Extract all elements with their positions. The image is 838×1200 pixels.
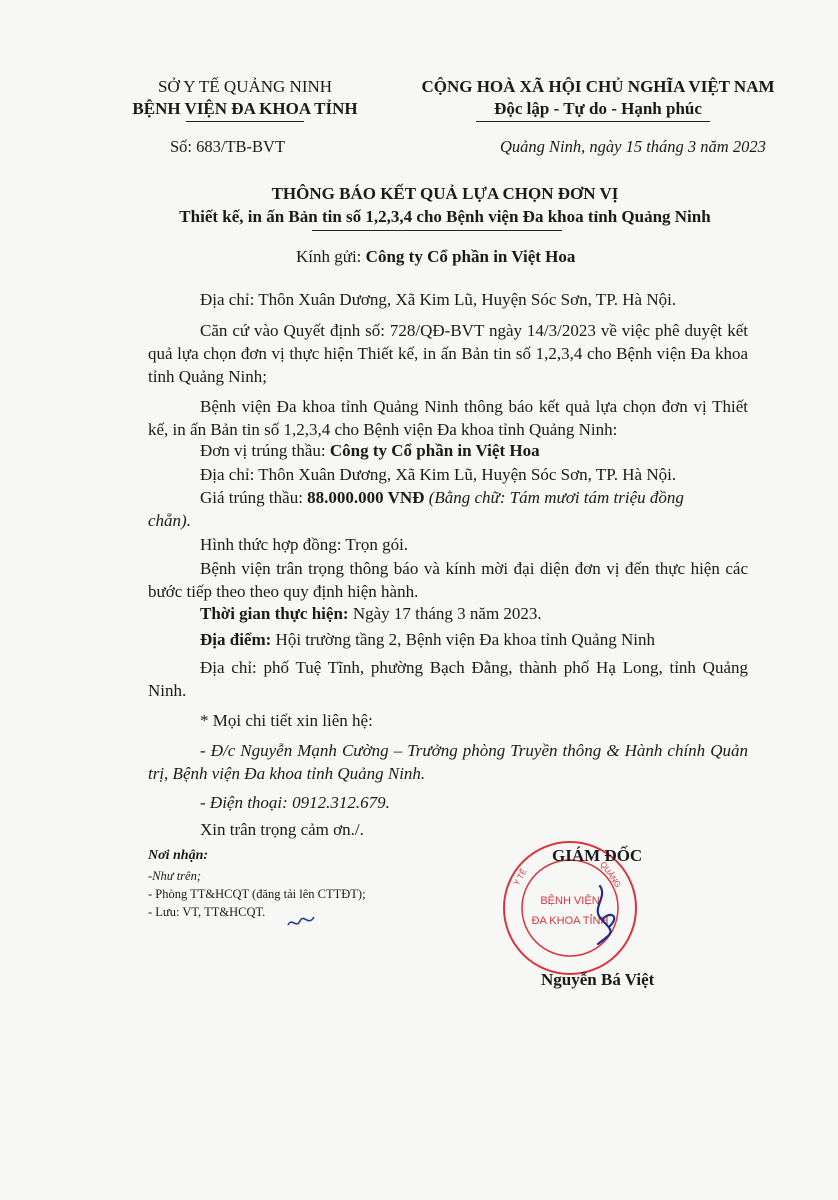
price-words: (Bằng chữ: Tám mươi tám triệu đồng [428,488,684,507]
document-number: Số: 683/TB-BVT [170,137,286,156]
price-label: Giá trúng thầu: [200,488,303,507]
national-header [398,76,798,120]
time-label: Thời gian thực hiện: [200,604,349,623]
time-line [200,604,542,624]
price-value: 88.000.000 VNĐ [307,488,425,507]
venue-label: Địa điểm: [200,630,272,649]
national-motto: Độc lập - Tự do - Hạnh phúc [494,99,702,118]
contact-phone: - Điện thoại: 0912.312.679. [200,793,390,812]
signature-icon [580,880,630,950]
issuer-block [110,76,380,120]
venue-address: Địa chỉ: phố Tuệ Tĩnh, phường Bạch Đằng, thành phố Hạ Long, tỉnh Quảng Ninh. [148,658,748,700]
signatory-title: GIÁM ĐỐC [552,846,643,865]
announce-paragraph: Bệnh viện Đa khoa tỉnh Quảng Ninh thông báo kết quả lựa chọn đơn vị Thiết kế, in ấn Bản tin số 1,2,3,4 cho Bệnh viện Đa khoa tỉnh Quảng Ninh: [148,397,748,439]
seal-ring-left: Y TẾ [511,867,529,887]
place-date: Quảng Ninh, ngày 15 tháng 3 năm 2023 [500,137,766,156]
initial-mark-icon [286,913,316,933]
basis-paragraph: Căn cứ vào Quyết định số: 728/QĐ-BVT ngày 14/3/2023 về việc phê duyệt kết quả lựa chọn đơn vị thực hiện Thiết kế, in ấn Bản tin số 1,2,3,4 cho Bệnh viện Đa khoa tỉnh Quảng Ninh; [148,321,748,386]
address-paragraph: Địa chỉ: Thôn Xuân Dương, Xã Kim Lũ, Huyện Sóc Sơn, TP. Hà Nội. [200,290,677,309]
winner-line [200,441,540,461]
recipients-label: Nơi nhận: [148,848,209,863]
title-underline [312,230,562,231]
recipient-label: Kính gửi: [296,247,362,266]
seal-line1: BỆNH VIỆN [540,895,600,907]
hospital-name: BỆNH VIỆN ĐA KHOA TỈNH [132,99,358,118]
document-subtitle: Thiết kế, in ấn Bản tin số 1,2,3,4 cho Bệnh viện Đa khoa tỉnh Quảng Ninh [179,207,711,226]
time-value: Ngày 17 tháng 3 năm 2023. [352,604,542,623]
seal-ring-right: QUẢNG [598,859,623,890]
contact-person: - Đ/c Nguyễn Mạnh Cường – Trưởng phòng Truyền thông & Hành chính Quản trị, Bệnh viện Đa khoa tỉnh Quảng Ninh. [148,741,748,783]
ministry-name: SỞ Y TẾ QUẢNG NINH [157,77,333,96]
contact-intro: * Mọi chi tiết xin liên hệ: [200,711,373,730]
price-words-cont: chẵn). [148,511,191,530]
recipient-name: Công ty Cổ phần in Việt Hoa [365,247,576,266]
contract-type: Hình thức hợp đồng: Trọn gói. [200,535,409,554]
venue-value: Hội trường tầng 2, Bệnh viện Đa khoa tỉnh Quảng Ninh [275,630,655,649]
recipient-item: - Lưu: VT, TT&HCQT. [148,905,266,919]
recipient-item: - Phòng TT&HCQT (đăng tải lên CTTĐT); [148,887,366,901]
invite-paragraph: Bệnh viện trân trọng thông báo và kính mời đại diện đơn vị đến thực hiện các bước tiếp theo theo quy định hiện hành. [148,559,748,601]
winner-name: Công ty Cổ phần in Việt Hoa [329,441,540,460]
price-line [200,488,684,508]
document-title: THÔNG BÁO KẾT QUẢ LỰA CHỌN ĐƠN VỊ [271,184,619,203]
seal-line2: ĐA KHOA TỈNH [531,915,609,927]
signatory-name: Nguyễn Bá Việt [541,970,655,989]
winner-label: Đơn vị trúng thầu: [200,441,326,460]
recipient-line [296,247,575,267]
recipient-item: -Như trên; [148,869,201,883]
country-name: CỘNG HOÀ XÃ HỘI CHỦ NGHĨA VIỆT NAM [421,77,775,96]
thanks-line: Xin trân trọng cảm ơn./. [200,820,364,839]
winner-address: Địa chỉ: Thôn Xuân Dương, Xã Kim Lũ, Huyện Sóc Sơn, TP. Hà Nội. [200,465,677,484]
venue-line [200,630,655,650]
motto-underline [476,121,710,122]
issuer-underline [186,121,304,122]
